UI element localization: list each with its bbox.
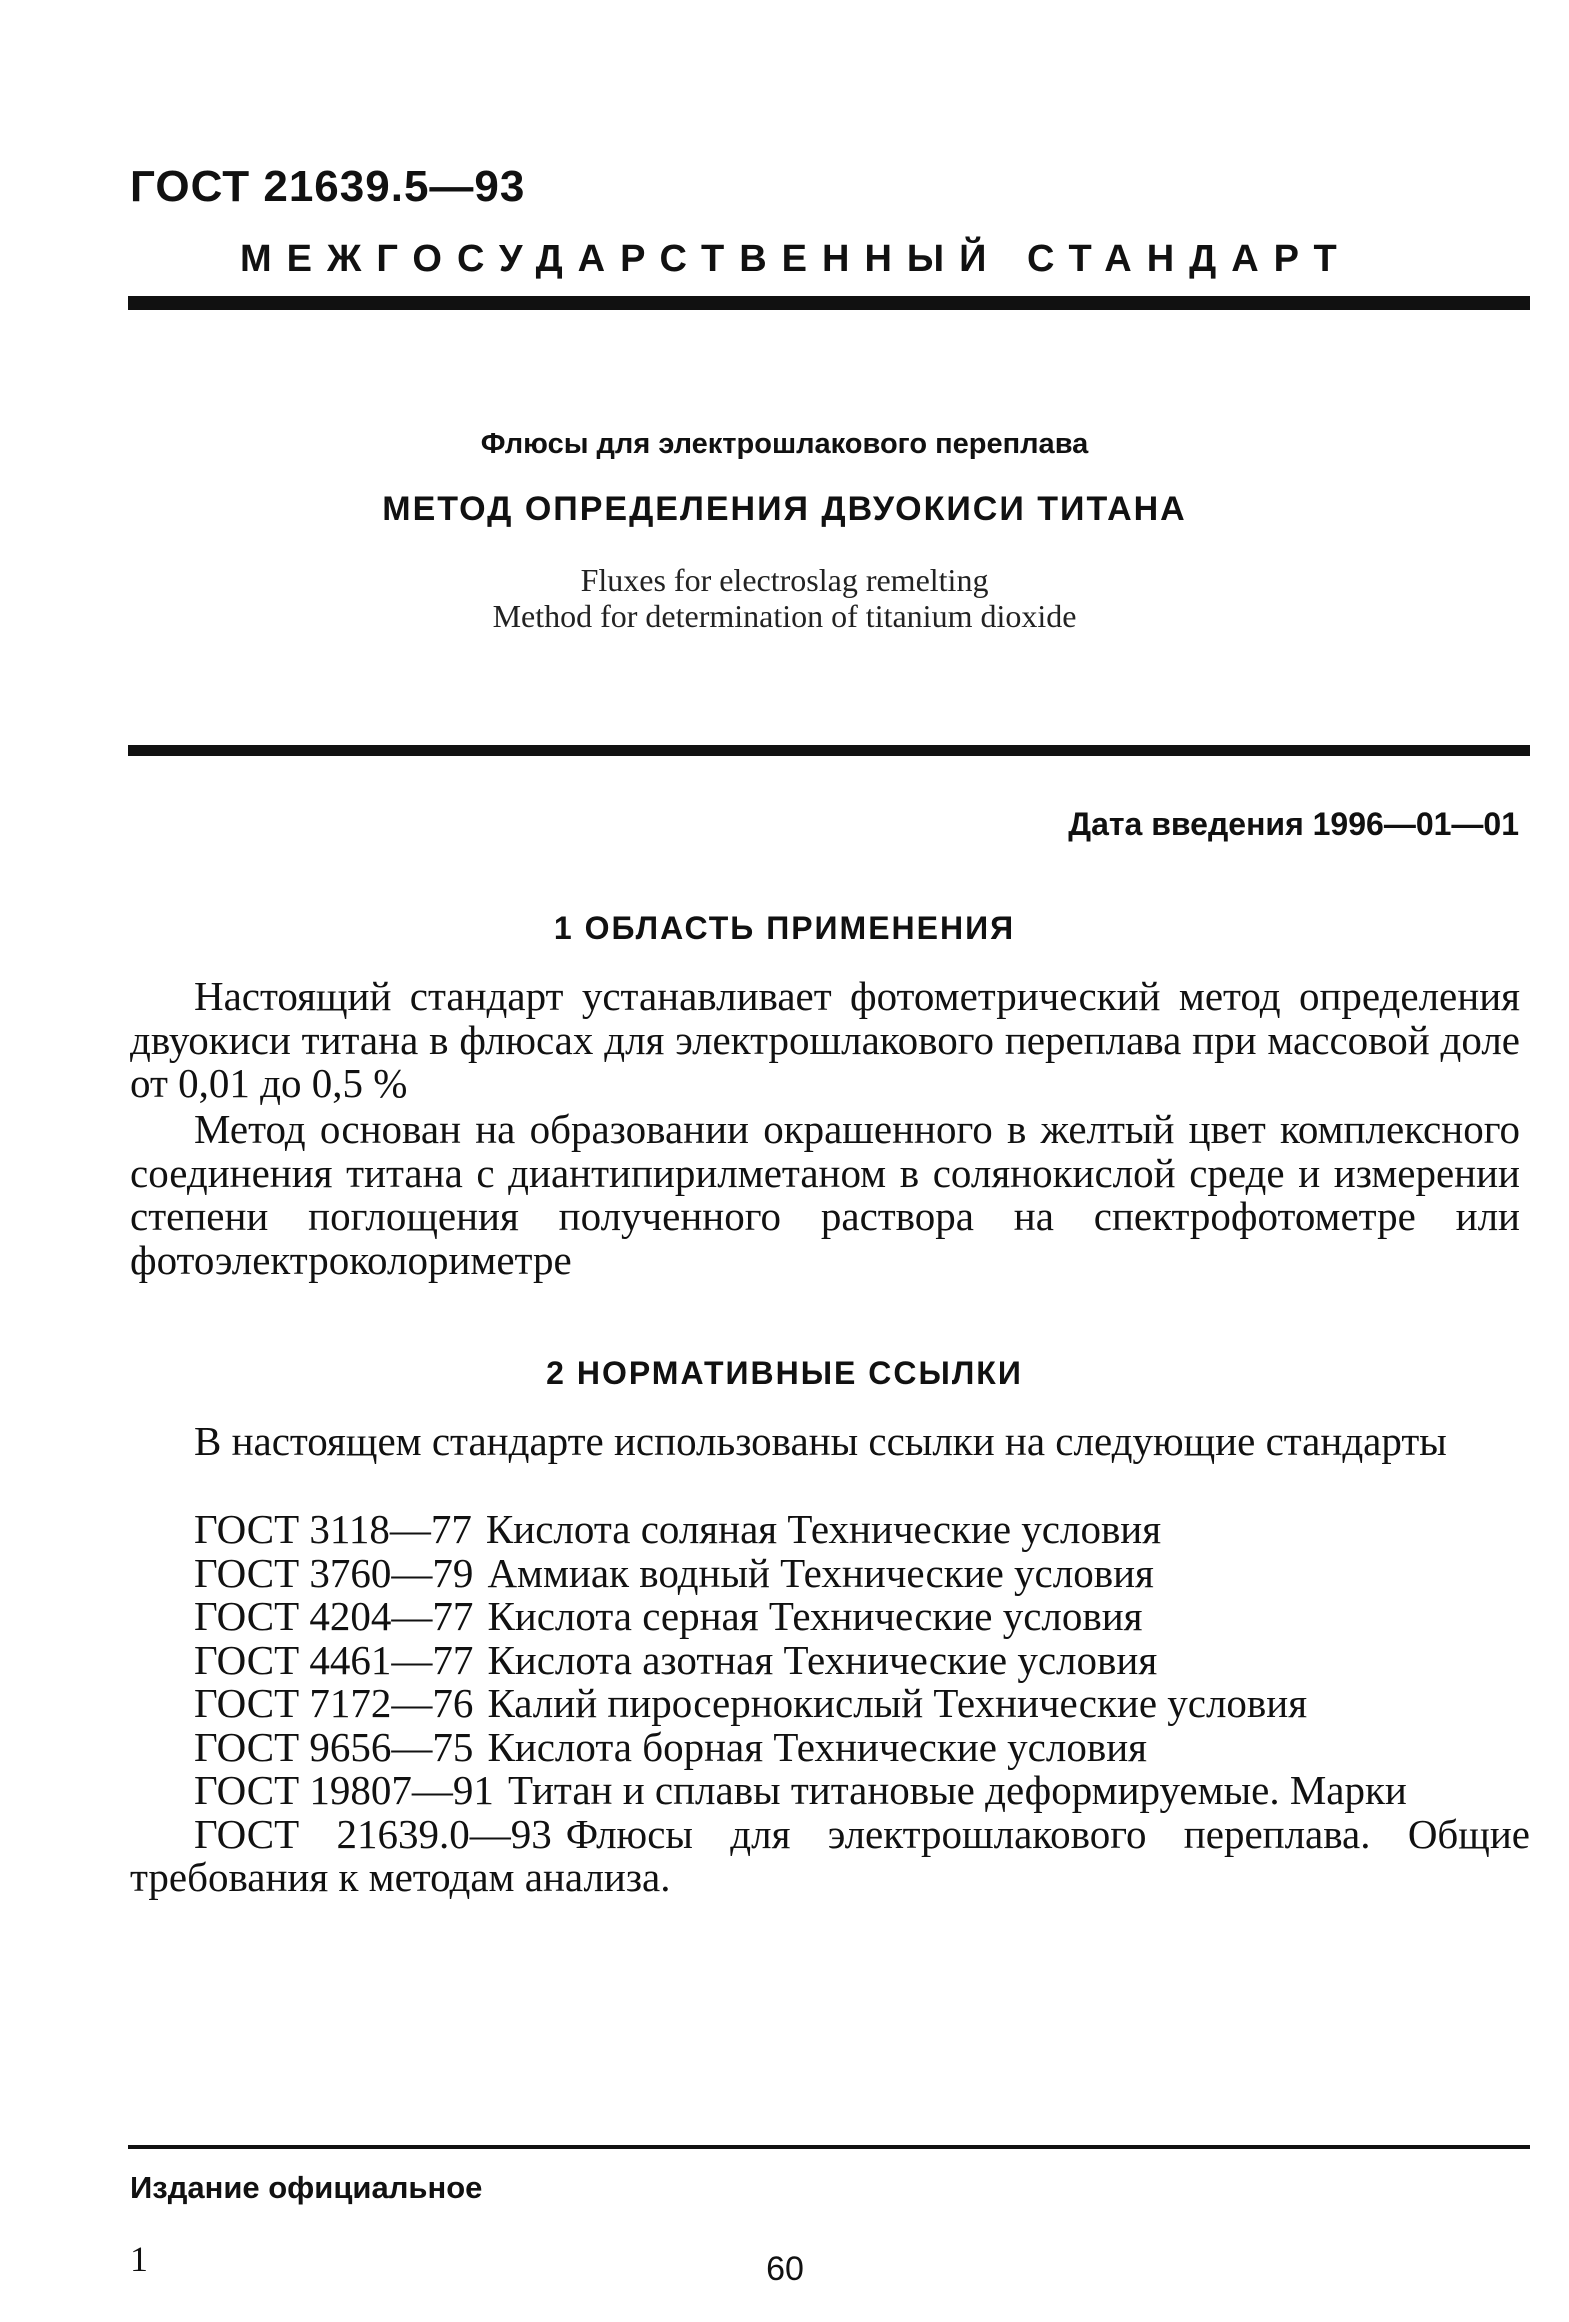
section-1-paragraph-1: Настоящий стандарт устанавливает фотометрический метод определения двуокиси титана в флюсах для электрошлакового переплава при массовой доле от 0,01 до 0,5 % bbox=[130, 973, 1520, 1106]
section-1-paragraph-2: Метод основан на образовании окрашенного в желтый цвет комплексного соединения титана с диантипирилметаном в солянокислой среде и измерении степени поглощения полученного раствора на спектрофотометре или фотоэлектроколориметре bbox=[130, 1106, 1520, 1283]
reference-item: ГОСТ 4461—77 Кислота азотная Технические условия bbox=[194, 1636, 1158, 1683]
reference-item: ГОСТ 9656—75 Кислота борная Технические условия bbox=[194, 1723, 1148, 1770]
reference-item: ГОСТ 3760—79 Аммиак водный Технические условия bbox=[194, 1549, 1154, 1596]
edition-label: Издание официальное bbox=[130, 2170, 483, 2205]
standard-type-heading: МЕЖГОСУДАРСТВЕННЫЙ СТАНДАРТ bbox=[240, 238, 1352, 280]
sheet-mark: 1 bbox=[130, 2239, 148, 2279]
footer-rule bbox=[128, 2145, 1530, 2149]
document-title: МЕТОД ОПРЕДЕЛЕНИЯ ДВУОКИСИ ТИТАНА bbox=[382, 490, 1187, 528]
header-rule bbox=[128, 296, 1530, 310]
reference-item: ГОСТ 3118—77 Кислота соляная Технические условия bbox=[194, 1506, 1162, 1552]
reference-item: ГОСТ 19807—91 Титан и сплавы титановые деформируемые. Марки bbox=[194, 1767, 1407, 1813]
reference-item: ГОСТ 21639.0—93 Флюсы для электрошлакового переплава. Общие требования к методам анализа. bbox=[130, 1810, 1530, 1900]
reference-item: ГОСТ 7172—76 Калий пиросернокислый Технические условия bbox=[194, 1680, 1308, 1726]
page-number: 60 bbox=[766, 2250, 804, 2288]
normative-references-list bbox=[130, 1508, 1530, 1900]
section-1-heading: 1 ОБЛАСТЬ ПРИМЕНЕНИЯ bbox=[553, 910, 1016, 946]
title-rule bbox=[128, 745, 1530, 756]
subtitle-en: Fluxes for electroslag remelting bbox=[580, 562, 989, 598]
document-code: ГОСТ 21639.5—93 bbox=[130, 162, 526, 211]
title-en: Method for determination of titanium dioxide bbox=[492, 598, 1077, 634]
section-2-intro: В настоящем стандарте использованы ссылки на следующие стандарты bbox=[194, 1418, 1447, 1464]
introduction-date: Дата введения 1996—01—01 bbox=[1068, 806, 1519, 842]
subtitle-ru: Флюсы для электрошлакового переплава bbox=[480, 428, 1089, 460]
reference-item: ГОСТ 4204—77 Кислота серная Технические условия bbox=[194, 1593, 1143, 1639]
section-2-heading: 2 НОРМАТИВНЫЕ ССЫЛКИ bbox=[546, 1355, 1023, 1391]
